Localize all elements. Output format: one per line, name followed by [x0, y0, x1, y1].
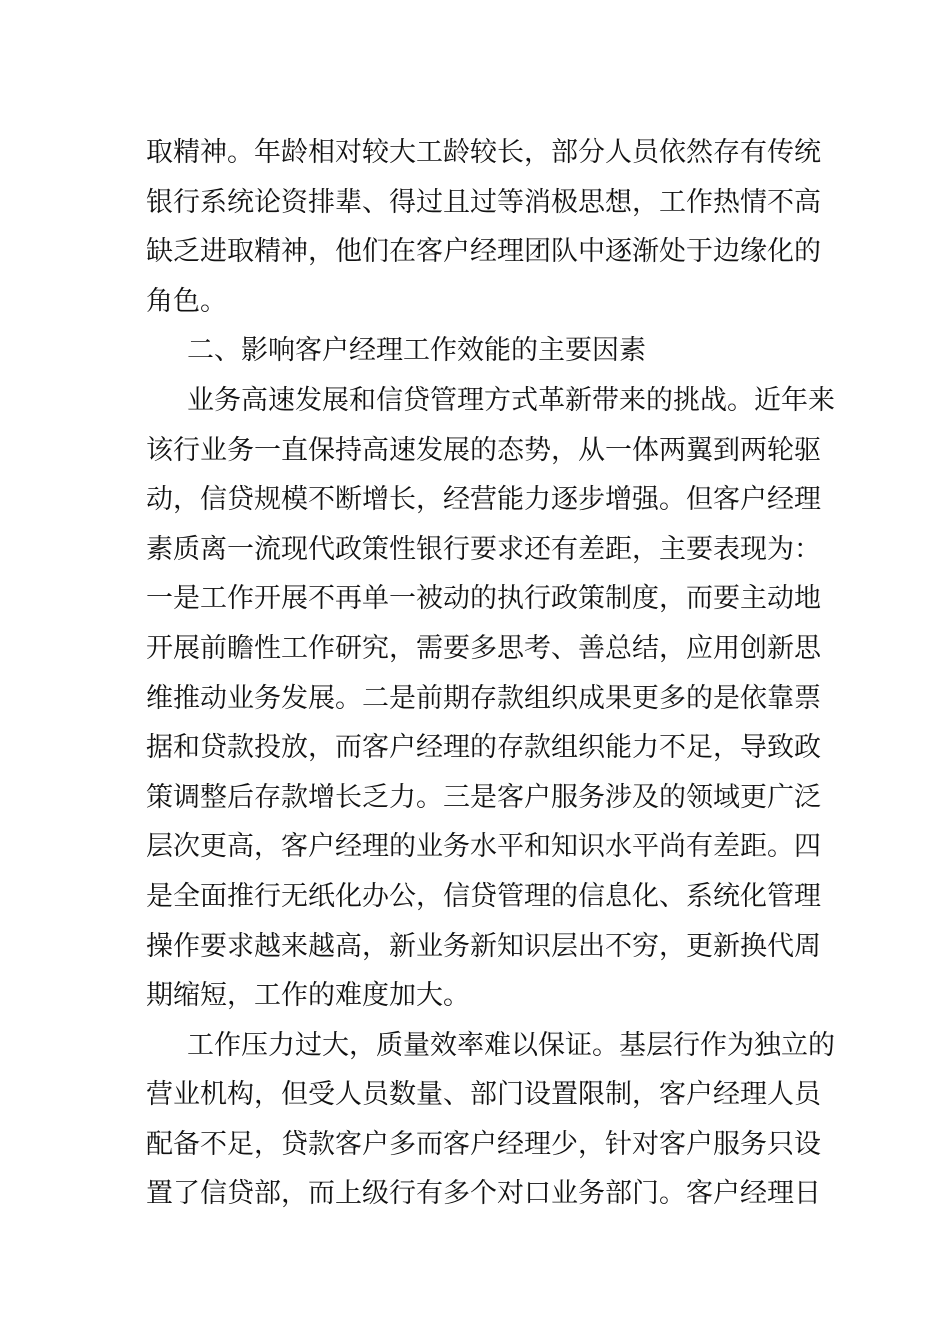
text-line: 业务高速发展和信贷管理方式革新带来的挑战。近年来: [187, 384, 835, 416]
text-line: 配备不足，贷款客户多而客户经理少，针对客户服务只设: [146, 1128, 821, 1160]
text-line: 层次更高，客户经理的业务水平和知识水平尚有差距。四: [146, 831, 821, 863]
text-line: 素质离一流现代政策性银行要求还有差距，主要表现为：: [146, 533, 821, 565]
text-line: 维推动业务发展。二是前期存款组织成果更多的是依靠票: [146, 682, 821, 714]
text-line: 缺乏进取精神，他们在客户经理团队中逐渐处于边缘化的: [146, 236, 821, 268]
text-line: 二、影响客户经理工作效能的主要因素: [187, 335, 646, 367]
body-text: [146, 128, 835, 1219]
text-line: 开展前瞻性工作研究，需要多思考、善总结，应用创新思: [146, 632, 821, 664]
text-line: 营业机构，但受人员数量、部门设置限制，客户经理人员: [146, 1079, 821, 1111]
text-line: 角色。: [146, 285, 227, 317]
text-line: 工作压力过大，质量效率难以保证。基层行作为独立的: [187, 1029, 835, 1061]
text-line: 银行系统论资排辈、得过且过等消极思想，工作热情不高: [146, 186, 821, 218]
text-line: 是全面推行无纸化办公，信贷管理的信息化、系统化管理: [146, 880, 821, 912]
text-line: 该行业务一直保持高速发展的态势，从一体两翼到两轮驱: [146, 434, 821, 466]
text-line: 置了信贷部，而上级行有多个对口业务部门。客户经理日: [146, 1178, 821, 1210]
text-line: 一是工作开展不再单一被动的执行政策制度，而要主动地: [146, 583, 821, 615]
text-line: 动，信贷规模不断增长，经营能力逐步增强。但客户经理: [146, 484, 821, 516]
text-line: 策调整后存款增长乏力。三是客户服务涉及的领域更广泛: [146, 781, 821, 813]
text-line: 期缩短，工作的难度加大。: [146, 980, 470, 1012]
text-line: 操作要求越来越高，新业务新知识层出不穷，更新换代周: [146, 930, 821, 962]
text-line: 取精神。年龄相对较大工龄较长，部分人员依然存有传统: [146, 137, 821, 168]
text-line: 据和贷款投放，而客户经理的存款组织能力不足，导致政: [146, 732, 821, 764]
